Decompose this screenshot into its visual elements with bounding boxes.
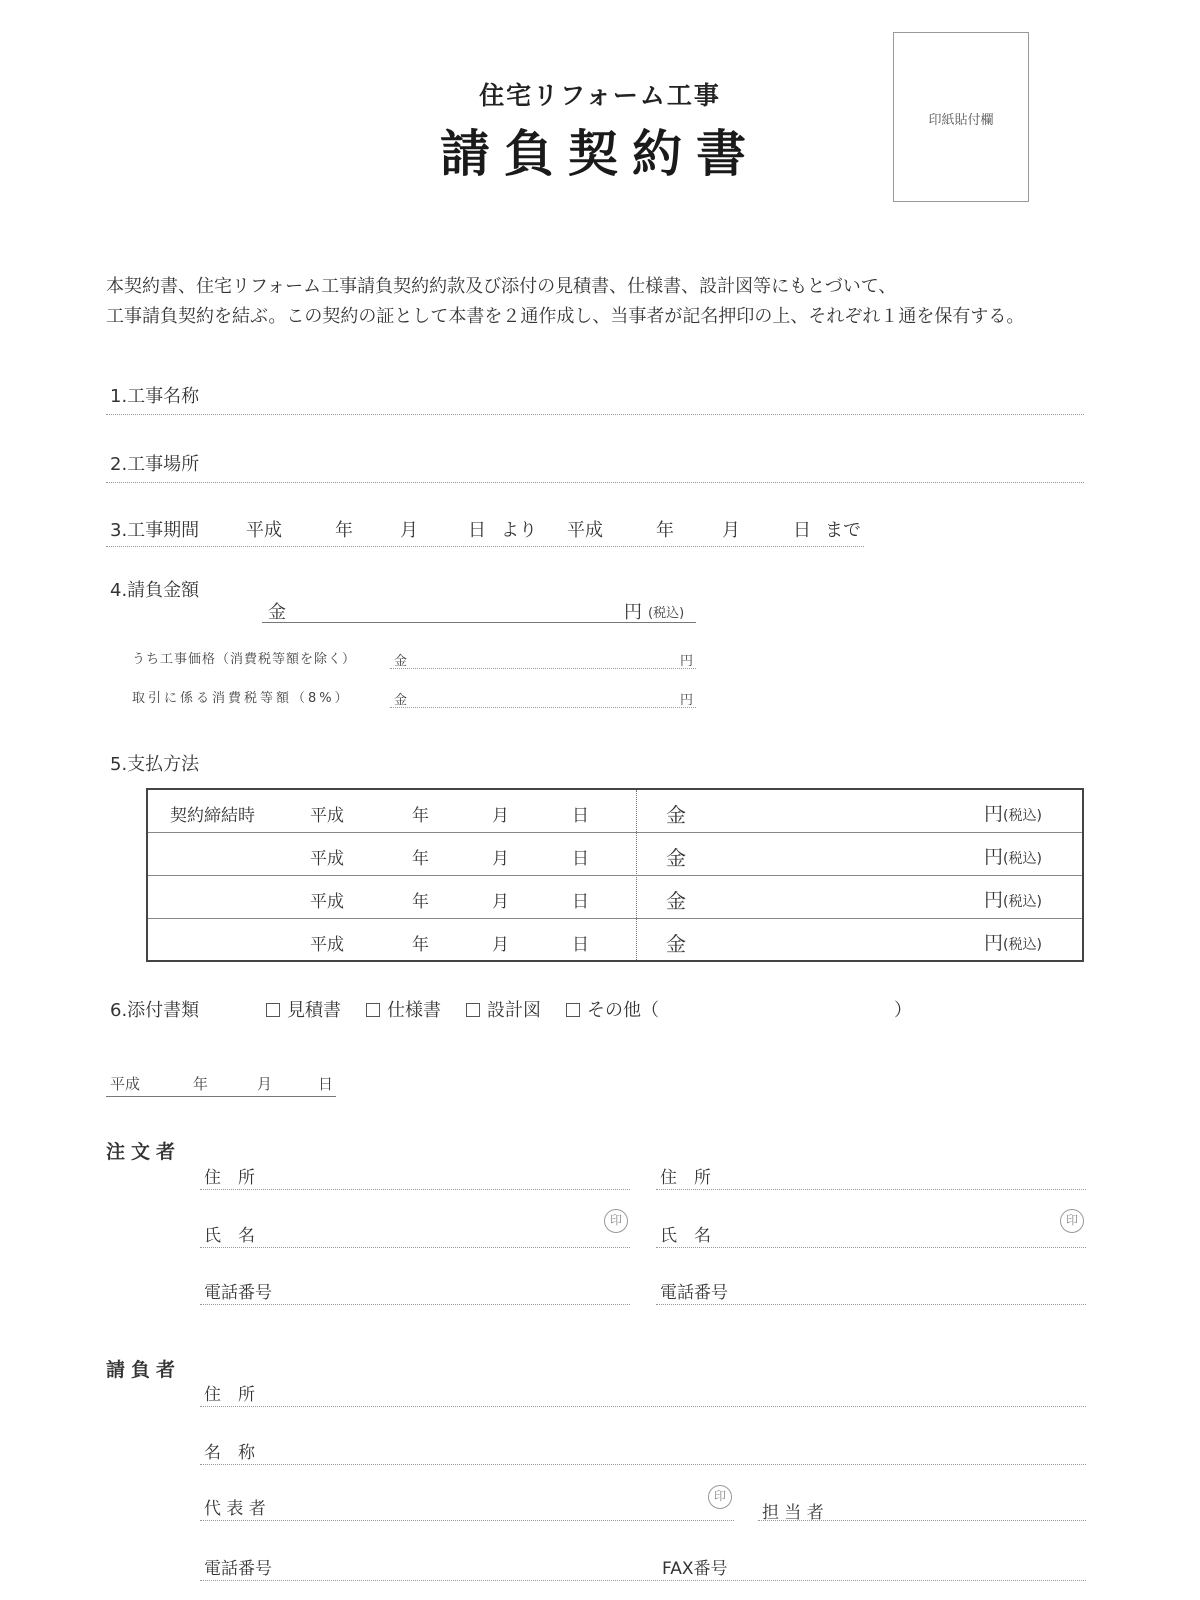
payment-row-kin: 金 <box>666 803 686 827</box>
payment-row[interactable] <box>148 919 1082 962</box>
sub-amount-1-label: うち工事価格（消費税等額を除く） <box>132 652 357 667</box>
orderer1-name-field[interactable] <box>200 1247 630 1248</box>
contract-amount-kin: 金 <box>268 602 286 623</box>
consumption-tax-field[interactable] <box>390 707 696 708</box>
orderer2-address-label: 住 所 <box>660 1168 711 1188</box>
contractor-address-label: 住 所 <box>204 1385 255 1405</box>
payment-row-year: 年 <box>412 935 429 955</box>
payment-row-kin: 金 <box>666 846 686 870</box>
payment-row[interactable] <box>148 876 1082 919</box>
construction-name-field[interactable] <box>106 414 1084 415</box>
payment-row-tax: (税込) <box>1003 851 1042 867</box>
payment-row-month: 月 <box>492 849 509 869</box>
payment-row-day: 日 <box>572 892 589 912</box>
section-3-label: 3.工事期間 <box>110 520 200 541</box>
construction-site-field[interactable] <box>106 482 1084 483</box>
payment-row-era: 平成 <box>310 892 344 912</box>
orderer1-phone-label: 電話番号 <box>204 1283 272 1303</box>
payment-row-era: 平成 <box>310 849 344 869</box>
period-start-day: 日 <box>468 520 486 541</box>
contract-date-era: 平成 <box>110 1075 141 1093</box>
payment-schedule-table <box>146 788 1084 962</box>
payment-row-tax: (税込) <box>1003 937 1042 953</box>
period-end-year: 年 <box>656 520 674 541</box>
section-1-label: 1.工事名称 <box>110 386 200 407</box>
contractor-phone-fax-field[interactable] <box>200 1580 1086 1581</box>
payment-row-yen: 円 <box>984 889 1004 911</box>
section-4-label: 4.請負金額 <box>110 580 200 601</box>
contractor-representative-label: 代 表 者 <box>204 1499 266 1519</box>
other-close-paren: ） <box>894 1000 912 1021</box>
sub-amount-2-kin: 金 <box>394 693 408 708</box>
intro-line-2: 工事請負契約を結ぶ。この契約の証として本書を２通作成し、当事者が記名押印の上、それぞれ１通を保有する。 <box>106 306 1025 327</box>
contract-date-day: 日 <box>318 1075 334 1093</box>
payment-row-era: 平成 <box>310 806 344 826</box>
contractor-phone-label: 電話番号 <box>204 1559 272 1579</box>
contractor-person-in-charge-label: 担 当 者 <box>762 1503 824 1523</box>
contract-date-field[interactable] <box>106 1096 336 1097</box>
contractor-heading: 請負者 <box>106 1359 182 1381</box>
contract-date-year: 年 <box>193 1075 209 1093</box>
period-from: より <box>501 520 537 541</box>
payment-row-month: 月 <box>492 892 509 912</box>
period-end-day: 日 <box>793 520 811 541</box>
payment-row-year: 年 <box>412 892 429 912</box>
orderer2-name-label: 氏 名 <box>660 1226 711 1246</box>
payment-row-tax: (税込) <box>1003 894 1042 910</box>
contractor-fax-label: FAX番号 <box>662 1559 728 1579</box>
seal-icon: 印 <box>604 1209 628 1233</box>
orderer1-name-label: 氏 名 <box>204 1226 255 1246</box>
orderer2-name-field[interactable] <box>656 1247 1086 1248</box>
contractor-person-in-charge-field[interactable] <box>758 1520 1086 1521</box>
payment-row-year: 年 <box>412 806 429 826</box>
payment-row-day: 日 <box>572 935 589 955</box>
checkbox-icon[interactable] <box>466 1003 480 1017</box>
orderer2-phone-field[interactable] <box>656 1304 1086 1305</box>
seal-icon: 印 <box>1060 1209 1084 1233</box>
payment-row-yen: 円 <box>984 846 1004 868</box>
contract-amount-yen: 円 <box>624 602 642 623</box>
sub-amount-2-yen: 円 <box>680 693 694 708</box>
construction-price-field[interactable] <box>390 668 696 669</box>
payment-row-kin: 金 <box>666 932 686 956</box>
payment-row-name: 契約締結時 <box>170 806 255 826</box>
payment-row-kin: 金 <box>666 889 686 913</box>
orderer2-phone-label: 電話番号 <box>660 1283 728 1303</box>
contractor-address-field[interactable] <box>200 1406 1086 1407</box>
payment-row-day: 日 <box>572 849 589 869</box>
orderer2-address-field[interactable] <box>656 1189 1086 1190</box>
contract-amount-field[interactable] <box>262 622 696 623</box>
period-end-month: 月 <box>722 520 740 541</box>
contract-date-month: 月 <box>257 1075 273 1093</box>
period-start-year: 年 <box>335 520 353 541</box>
document-title: 請負契約書 <box>440 125 760 183</box>
attachment-option-estimate[interactable]: 見積書 <box>266 996 341 1022</box>
period-until: まで <box>825 520 861 541</box>
checkbox-icon[interactable] <box>266 1003 280 1017</box>
revenue-stamp-box <box>893 32 1029 202</box>
stamp-box-label: 印紙貼付欄 <box>928 113 994 128</box>
contractor-representative-field[interactable] <box>200 1520 734 1521</box>
contractor-company-field[interactable] <box>200 1464 1086 1465</box>
payment-row-year: 年 <box>412 849 429 869</box>
period-start-era: 平成 <box>246 520 282 541</box>
payment-row-month: 月 <box>492 935 509 955</box>
period-end-era: 平成 <box>567 520 603 541</box>
orderer-heading: 注文者 <box>106 1141 182 1163</box>
payment-row-era: 平成 <box>310 935 344 955</box>
orderer1-address-label: 住 所 <box>204 1168 255 1188</box>
payment-row-tax: (税込) <box>1003 808 1042 824</box>
sub-amount-1-kin: 金 <box>394 654 408 669</box>
attachment-option-drawing[interactable]: 設計図 <box>466 996 541 1022</box>
document-subtitle: 住宅リフォーム工事 <box>479 81 721 110</box>
checkbox-icon[interactable] <box>366 1003 380 1017</box>
attachment-option-specification[interactable]: 仕様書 <box>366 996 441 1022</box>
section-6-label: 6.添付書類 <box>110 1000 200 1021</box>
contract-amount-tax-note: (税込) <box>648 606 685 621</box>
payment-row-month: 月 <box>492 806 509 826</box>
seal-icon: 印 <box>708 1485 732 1509</box>
sub-amount-1-yen: 円 <box>680 654 694 669</box>
construction-period-field[interactable] <box>106 546 864 547</box>
payment-row-yen: 円 <box>984 803 1004 825</box>
payment-row-yen: 円 <box>984 932 1004 954</box>
period-start-month: 月 <box>400 520 418 541</box>
payment-row-day: 日 <box>572 806 589 826</box>
orderer1-phone-field[interactable] <box>200 1304 630 1305</box>
intro-line-1: 本契約書、住宅リフォーム工事請負契約約款及び添付の見積書、仕様書、設計図等にもとづいて、 <box>106 276 897 297</box>
section-2-label: 2.工事場所 <box>110 454 200 475</box>
orderer1-address-field[interactable] <box>200 1189 630 1190</box>
contractor-company-label: 名 称 <box>204 1443 255 1463</box>
sub-amount-2-label: 取引に係る消費税等額（8%） <box>132 691 351 706</box>
section-5-label: 5.支払方法 <box>110 754 200 775</box>
checkbox-icon[interactable] <box>566 1003 580 1017</box>
attachment-option-other[interactable]: その他（ <box>566 996 659 1022</box>
payment-row[interactable] <box>148 790 1082 833</box>
payment-row[interactable] <box>148 833 1082 876</box>
